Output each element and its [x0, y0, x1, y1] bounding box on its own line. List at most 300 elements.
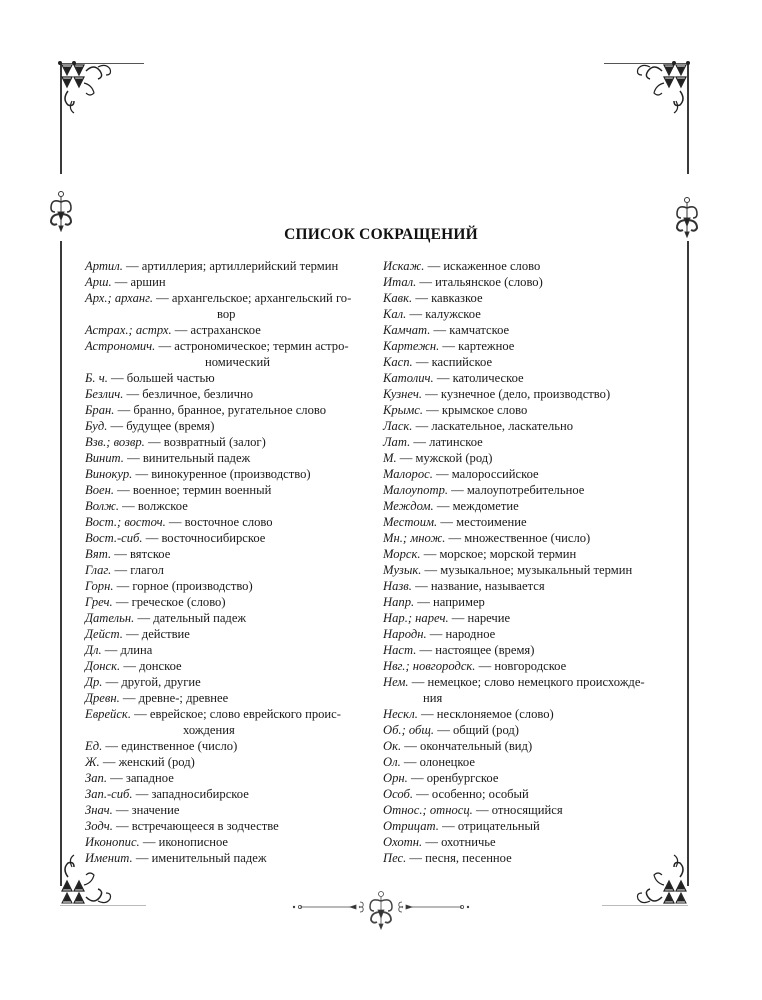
abbreviation-entry	[85, 642, 375, 658]
abbreviation-term: Бран.	[85, 403, 115, 417]
abbreviation-term: Др.	[85, 675, 103, 689]
abbreviation-definition: аршин	[130, 275, 166, 289]
em-dash: —	[434, 723, 453, 737]
em-dash: —	[155, 339, 175, 353]
abbreviation-entry	[85, 818, 375, 834]
abbreviation-entry	[383, 402, 683, 418]
abbreviation-entry	[85, 402, 375, 418]
abbreviation-term: Об.; общ.	[383, 723, 435, 737]
em-dash: —	[422, 387, 441, 401]
abbreviation-entry	[85, 850, 375, 866]
abbreviation-definition: латинское	[429, 435, 483, 449]
abbreviation-entry	[383, 786, 683, 802]
abbreviation-entry	[85, 658, 375, 674]
em-dash: —	[123, 451, 143, 465]
abbreviation-entry	[85, 530, 375, 546]
em-dash: —	[119, 691, 139, 705]
abbreviation-entry	[383, 594, 683, 610]
abbreviation-term: Глаг.	[85, 563, 112, 577]
abbreviation-term: Дл.	[85, 643, 102, 657]
em-dash: —	[123, 387, 143, 401]
abbreviation-term: Астрономич.	[85, 339, 156, 353]
em-dash: —	[412, 787, 432, 801]
abbreviation-entry	[85, 434, 375, 450]
em-dash: —	[132, 787, 152, 801]
abbreviation-definition: камчатское	[449, 323, 510, 337]
abbreviation-term: Малорос.	[383, 467, 433, 481]
abbreviation-definition: астрономическое; термин астро-	[174, 339, 349, 353]
abbreviation-term: Особ.	[383, 787, 413, 801]
abbreviation-entry	[383, 354, 683, 370]
em-dash: —	[432, 467, 452, 481]
abbreviation-entry	[85, 498, 375, 514]
em-dash: —	[406, 851, 426, 865]
abbreviation-term: Еврейск.	[85, 707, 131, 721]
abbreviation-entry	[85, 386, 375, 402]
abbreviation-term: Дательн.	[85, 611, 135, 625]
abbreviation-term: Кузнеч.	[383, 387, 422, 401]
abbreviation-definition: женский (род)	[118, 755, 195, 769]
abbreviation-term: Относ.; относц.	[383, 803, 473, 817]
abbreviation-term: Католич.	[383, 371, 434, 385]
abbreviation-entry	[383, 258, 683, 274]
abbreviation-definition: музыкальное; музыкальный термин	[440, 563, 633, 577]
abbreviation-definition: волжское	[137, 499, 188, 513]
abbreviation-entry	[85, 834, 375, 850]
em-dash: —	[165, 515, 185, 529]
abbreviation-definition: дательный падеж	[153, 611, 247, 625]
abbreviation-entry	[85, 418, 375, 434]
abbreviation-entry	[383, 514, 683, 530]
abbreviation-term: Вят.	[85, 547, 112, 561]
em-dash: —	[422, 403, 442, 417]
abbreviation-term: Нем.	[383, 675, 409, 689]
abbreviation-entry	[383, 578, 683, 594]
abbreviation-term: Морск.	[383, 547, 421, 561]
abbreviation-term: Иконопис.	[85, 835, 140, 849]
abbreviation-definition: значение	[131, 803, 180, 817]
abbreviation-term: Итал.	[383, 275, 417, 289]
em-dash: —	[412, 355, 432, 369]
em-dash: —	[417, 707, 437, 721]
abbreviation-entry	[383, 818, 683, 834]
abbreviation-definition: относящийся	[491, 803, 563, 817]
em-dash: —	[99, 755, 119, 769]
abbreviation-definition: древне-; древнее	[138, 691, 229, 705]
abbreviation-entry	[383, 530, 683, 546]
abbreviation-term: Нескл.	[383, 707, 418, 721]
abbreviation-term: Астрах.; астрх.	[85, 323, 172, 337]
em-dash: —	[416, 275, 436, 289]
abbreviation-definition: греческое (слово)	[131, 595, 226, 609]
abbreviation-definition: восточносибирское	[161, 531, 266, 545]
abbreviation-entry	[383, 738, 683, 754]
abbreviation-term: Арх.; арханг.	[85, 291, 154, 305]
em-dash: —	[130, 707, 150, 721]
abbreviation-term: Народн.	[383, 627, 427, 641]
frame-left-lower-line	[60, 241, 62, 886]
abbreviation-definition: католическое	[452, 371, 524, 385]
abbreviation-entry	[383, 802, 683, 818]
em-dash: —	[112, 819, 132, 833]
abbreviation-term: Артил.	[85, 259, 123, 273]
abbreviation-term: Кавк.	[383, 291, 413, 305]
abbreviation-definition: ласкательное, ласкательно	[431, 419, 574, 433]
abbreviation-entry	[85, 466, 375, 482]
em-dash: —	[171, 323, 191, 337]
abbreviation-definition: кузнечное (дело, производство)	[440, 387, 611, 401]
abbreviation-term: Нар.; нареч.	[383, 611, 449, 625]
abbreviation-term: Именит.	[85, 851, 133, 865]
abbreviation-entry	[383, 642, 683, 658]
abbreviation-entry	[383, 850, 683, 866]
abbreviation-definition: отрицательный	[457, 819, 540, 833]
em-dash: —	[132, 467, 152, 481]
em-dash: —	[113, 483, 133, 497]
abbreviation-entry	[383, 322, 683, 338]
abbreviation-term: Винокур.	[85, 467, 133, 481]
em-dash: —	[120, 659, 140, 673]
abbreviation-term: Малоупотр.	[383, 483, 449, 497]
abbreviation-definition: вятское	[130, 547, 171, 561]
abbreviation-entry	[383, 610, 683, 626]
abbreviation-term: Знач.	[85, 803, 113, 817]
abbreviation-entry	[383, 418, 683, 434]
abbreviation-term: Наст.	[383, 643, 417, 657]
abbreviation-entry	[383, 466, 683, 482]
abbreviation-entry	[383, 290, 683, 306]
em-dash: —	[472, 803, 492, 817]
abbreviation-term: Греч.	[85, 595, 113, 609]
em-dash: —	[437, 515, 457, 529]
abbreviation-definition: возвратный (залог)	[163, 435, 266, 449]
em-dash: —	[401, 739, 421, 753]
abbreviation-term: Местоим.	[383, 515, 438, 529]
abbreviation-definition: крымское слово	[441, 403, 528, 417]
abbreviation-term: Напр.	[383, 595, 415, 609]
em-dash: —	[411, 579, 431, 593]
abbreviation-entry	[85, 594, 375, 610]
abbreviation-term: Ж.	[85, 755, 100, 769]
abbreviation-definition: безличное, безлично	[142, 387, 254, 401]
abbreviation-entry	[383, 674, 683, 706]
em-dash: —	[400, 755, 420, 769]
em-dash: —	[142, 531, 162, 545]
abbreviation-term: Назв.	[383, 579, 412, 593]
abbreviation-definition: например	[433, 595, 485, 609]
em-dash: —	[408, 675, 428, 689]
em-dash: —	[433, 499, 453, 513]
abbreviation-entry	[85, 626, 375, 642]
abbreviation-term: Взв.; возвр.	[85, 435, 145, 449]
abbreviation-term: Волж.	[85, 499, 120, 513]
definition-continuation: вор	[217, 307, 236, 321]
abbreviation-entry	[85, 674, 375, 690]
abbreviation-entry	[383, 546, 683, 562]
abbreviation-definition: каспийское	[431, 355, 493, 369]
abbreviation-definition: местоимение	[456, 515, 527, 529]
em-dash: —	[111, 547, 130, 561]
em-dash: —	[406, 307, 426, 321]
abbreviation-term: Нвг.; новгородск.	[383, 659, 476, 673]
em-dash: —	[438, 819, 458, 833]
em-dash: —	[410, 435, 430, 449]
abbreviation-term: Винит.	[85, 451, 124, 465]
abbreviation-term: Б. ч.	[85, 371, 108, 385]
abbreviation-term: Воен.	[85, 483, 114, 497]
em-dash: —	[421, 563, 441, 577]
em-dash: —	[139, 835, 159, 849]
abbreviation-entry	[383, 434, 683, 450]
abbreviation-entry	[85, 738, 375, 754]
abbreviation-term: Ок.	[383, 739, 402, 753]
abbreviation-entry	[383, 306, 683, 322]
abbreviation-term: Камчат.	[383, 323, 431, 337]
abbreviation-term: Касп.	[383, 355, 413, 369]
em-dash: —	[422, 835, 442, 849]
corner-flourish-top-left-icon	[58, 61, 122, 125]
em-dash: —	[144, 435, 164, 449]
abbreviation-definition: народное	[445, 627, 496, 641]
abbreviation-definition: немецкое; слово немецкого происхожде-	[427, 675, 645, 689]
abbreviation-entry	[85, 802, 375, 818]
em-dash: —	[101, 643, 121, 657]
em-dash: —	[448, 483, 467, 497]
abbreviation-definition: оренбургское	[426, 771, 499, 785]
em-dash: —	[426, 627, 446, 641]
abbreviation-definition: еврейское; слово еврейского проис-	[149, 707, 341, 721]
abbreviation-definition: морское; морской термин	[439, 547, 577, 561]
abbreviation-definition: особенно; особый	[431, 787, 529, 801]
em-dash: —	[112, 595, 132, 609]
abbreviation-definition: новгородское	[494, 659, 567, 673]
abbreviation-definition: множественное (число)	[464, 531, 591, 545]
abbreviation-entry	[383, 562, 683, 578]
abbreviation-definition: искаженное слово	[443, 259, 541, 273]
abbreviation-entry	[383, 386, 683, 402]
em-dash: —	[111, 563, 131, 577]
abbreviation-term: Вост.-сиб.	[85, 531, 143, 545]
abbreviation-term: Кал.	[383, 307, 407, 321]
abbreviation-definition: встречающееся в зодчестве	[131, 819, 279, 833]
abbreviation-definition: иконописное	[158, 835, 228, 849]
abbreviation-entry	[85, 370, 375, 386]
abbreviation-term: Лат.	[383, 435, 411, 449]
abbreviation-term: Зап.	[85, 771, 107, 785]
abbreviation-definition: горное (производство)	[132, 579, 253, 593]
abbreviation-term: Зап.-сиб.	[85, 787, 133, 801]
abbreviation-term: Дейст.	[85, 627, 123, 641]
abbreviation-definition: большей частью	[126, 371, 215, 385]
em-dash: —	[102, 739, 122, 753]
corner-flourish-top-right-icon	[626, 61, 690, 125]
abbreviation-entry	[383, 338, 683, 354]
abbreviation-entry	[383, 722, 683, 738]
abbreviation-entry	[383, 626, 683, 642]
abbreviation-definition: мужской (род)	[415, 451, 493, 465]
abbreviation-entry	[383, 706, 683, 722]
abbreviation-definition: винокуренное (производство)	[151, 467, 311, 481]
abbreviation-definition: западносибирское	[151, 787, 249, 801]
em-dash: —	[132, 851, 152, 865]
abbreviation-term: М.	[383, 451, 397, 465]
abbreviation-term: Безлич.	[85, 387, 124, 401]
em-dash: —	[112, 803, 132, 817]
abbreviation-entry	[85, 562, 375, 578]
abbreviation-entry	[85, 338, 375, 370]
frame-right-lower-line	[687, 241, 689, 886]
em-dash: —	[414, 595, 434, 609]
abbreviation-definition: общий (род)	[452, 723, 519, 737]
abbreviation-term: Ол.	[383, 755, 401, 769]
abbreviation-entry	[85, 786, 375, 802]
abbreviation-entry	[383, 498, 683, 514]
abbreviation-term: Горн.	[85, 579, 114, 593]
abbreviation-term: Крымс.	[383, 403, 423, 417]
em-dash: —	[475, 659, 495, 673]
abbreviation-entry	[85, 578, 375, 594]
abbreviation-definition: военное; термин военный	[132, 483, 272, 497]
abbreviation-term: Междом.	[383, 499, 434, 513]
abbreviation-definition: действие	[141, 627, 190, 641]
abbreviation-term: Мн.; множ.	[383, 531, 446, 545]
abbreviation-entry	[85, 754, 375, 770]
em-dash: —	[113, 579, 133, 593]
abbreviation-term: Орн.	[383, 771, 408, 785]
abbreviation-entry	[85, 514, 375, 530]
abbreviation-entry	[383, 482, 683, 498]
abbreviation-entry	[85, 274, 375, 290]
abbreviation-entry	[85, 706, 375, 738]
abbreviation-definition: настоящее (время)	[435, 643, 535, 657]
em-dash: —	[407, 771, 427, 785]
em-dash: —	[122, 627, 142, 641]
abbreviations-right-column	[383, 258, 683, 866]
abbreviation-definition: артиллерия; артиллерийский термин	[141, 259, 339, 273]
em-dash: —	[111, 275, 131, 289]
em-dash: —	[153, 291, 172, 305]
abbreviation-entry	[85, 770, 375, 786]
abbreviation-term: Отрицат.	[383, 819, 439, 833]
abbreviation-definition: архангельское; архангельский го-	[171, 291, 352, 305]
abbreviation-definition: итальянское (слово)	[435, 275, 543, 289]
abbreviation-entry	[85, 482, 375, 498]
em-dash: —	[107, 419, 127, 433]
abbreviation-definition: бранно, бранное, ругательное слово	[133, 403, 327, 417]
abbreviation-term: Древн.	[85, 691, 120, 705]
em-dash: —	[106, 771, 126, 785]
abbreviation-term: Донск.	[85, 659, 121, 673]
abbreviation-definition: длина	[120, 643, 153, 657]
abbreviation-entry	[383, 834, 683, 850]
abbreviation-term: Охотн.	[383, 835, 423, 849]
abbreviation-entry	[383, 754, 683, 770]
definition-continuation: номический	[205, 355, 270, 369]
abbreviation-definition: восточное слово	[184, 515, 273, 529]
abbreviation-definition: калужское	[425, 307, 481, 321]
abbreviation-term: Музык.	[383, 563, 422, 577]
abbreviation-entry	[85, 690, 375, 706]
fleur-divider-bottom-icon	[290, 890, 472, 930]
abbreviation-definition: единственное (число)	[121, 739, 238, 753]
definition-continuation: хождения	[183, 723, 235, 737]
abbreviation-entry	[383, 658, 683, 674]
page-title: СПИСОК СОКРАЩЕНИЙ	[284, 226, 478, 243]
abbreviation-definition: охотничье	[441, 835, 496, 849]
abbreviation-term: Зодч.	[85, 819, 113, 833]
abbreviation-term: Ласк.	[383, 419, 413, 433]
abbreviation-term: Ед.	[85, 739, 103, 753]
abbreviation-term: Буд.	[85, 419, 108, 433]
em-dash: —	[114, 403, 134, 417]
abbreviation-definition: западное	[125, 771, 174, 785]
abbreviation-entry	[85, 450, 375, 466]
abbreviation-entry	[383, 770, 683, 786]
em-dash: —	[107, 371, 127, 385]
em-dash: —	[102, 675, 122, 689]
abbreviation-entry	[85, 290, 375, 322]
abbreviations-left-column	[85, 258, 375, 866]
abbreviation-definition: будущее (время)	[126, 419, 215, 433]
abbreviation-entry	[85, 546, 375, 562]
abbreviation-definition: астраханское	[190, 323, 261, 337]
abbreviation-definition: малороссийское	[451, 467, 539, 481]
abbreviation-definition: винительный падеж	[142, 451, 251, 465]
abbreviation-entry	[85, 322, 375, 338]
em-dash: —	[424, 259, 444, 273]
em-dash: —	[396, 451, 416, 465]
abbreviation-definition: малоупотребительное	[466, 483, 585, 497]
em-dash: —	[416, 643, 436, 657]
abbreviation-entry	[383, 274, 683, 290]
definition-continuation: ния	[423, 691, 443, 705]
em-dash: —	[430, 323, 450, 337]
abbreviation-definition: донское	[139, 659, 182, 673]
em-dash: —	[439, 339, 459, 353]
em-dash: —	[119, 499, 138, 513]
em-dash: —	[448, 611, 468, 625]
abbreviation-definition: именительный падеж	[151, 851, 267, 865]
abbreviation-term: Арш.	[85, 275, 112, 289]
abbreviation-definition: название, называется	[430, 579, 545, 593]
em-dash: —	[134, 611, 154, 625]
abbreviation-definition: кавказкое	[431, 291, 483, 305]
abbreviation-definition: наречие	[467, 611, 511, 625]
abbreviation-definition: окончательный (вид)	[420, 739, 533, 753]
abbreviation-term: Искаж.	[383, 259, 425, 273]
abbreviation-entry	[383, 370, 683, 386]
em-dash: —	[412, 291, 432, 305]
em-dash: —	[420, 547, 440, 561]
abbreviation-definition: несклоняемое (слово)	[436, 707, 554, 721]
em-dash: —	[412, 419, 432, 433]
abbreviation-definition: глагол	[130, 563, 164, 577]
abbreviation-entry	[383, 450, 683, 466]
abbreviation-entry	[85, 258, 375, 274]
em-dash: —	[122, 259, 142, 273]
em-dash: —	[433, 371, 453, 385]
abbreviation-definition: олонецкое	[419, 755, 475, 769]
abbreviation-term: Пес.	[383, 851, 407, 865]
abbreviation-definition: междометие	[452, 499, 519, 513]
abbreviation-entry	[85, 610, 375, 626]
em-dash: —	[445, 531, 465, 545]
abbreviation-definition: песня, песенное	[425, 851, 512, 865]
abbreviation-definition: картежное	[458, 339, 515, 353]
abbreviation-term: Вост.; восточ.	[85, 515, 166, 529]
abbreviation-definition: другой, другие	[121, 675, 201, 689]
abbreviation-term: Картежн.	[383, 339, 440, 353]
